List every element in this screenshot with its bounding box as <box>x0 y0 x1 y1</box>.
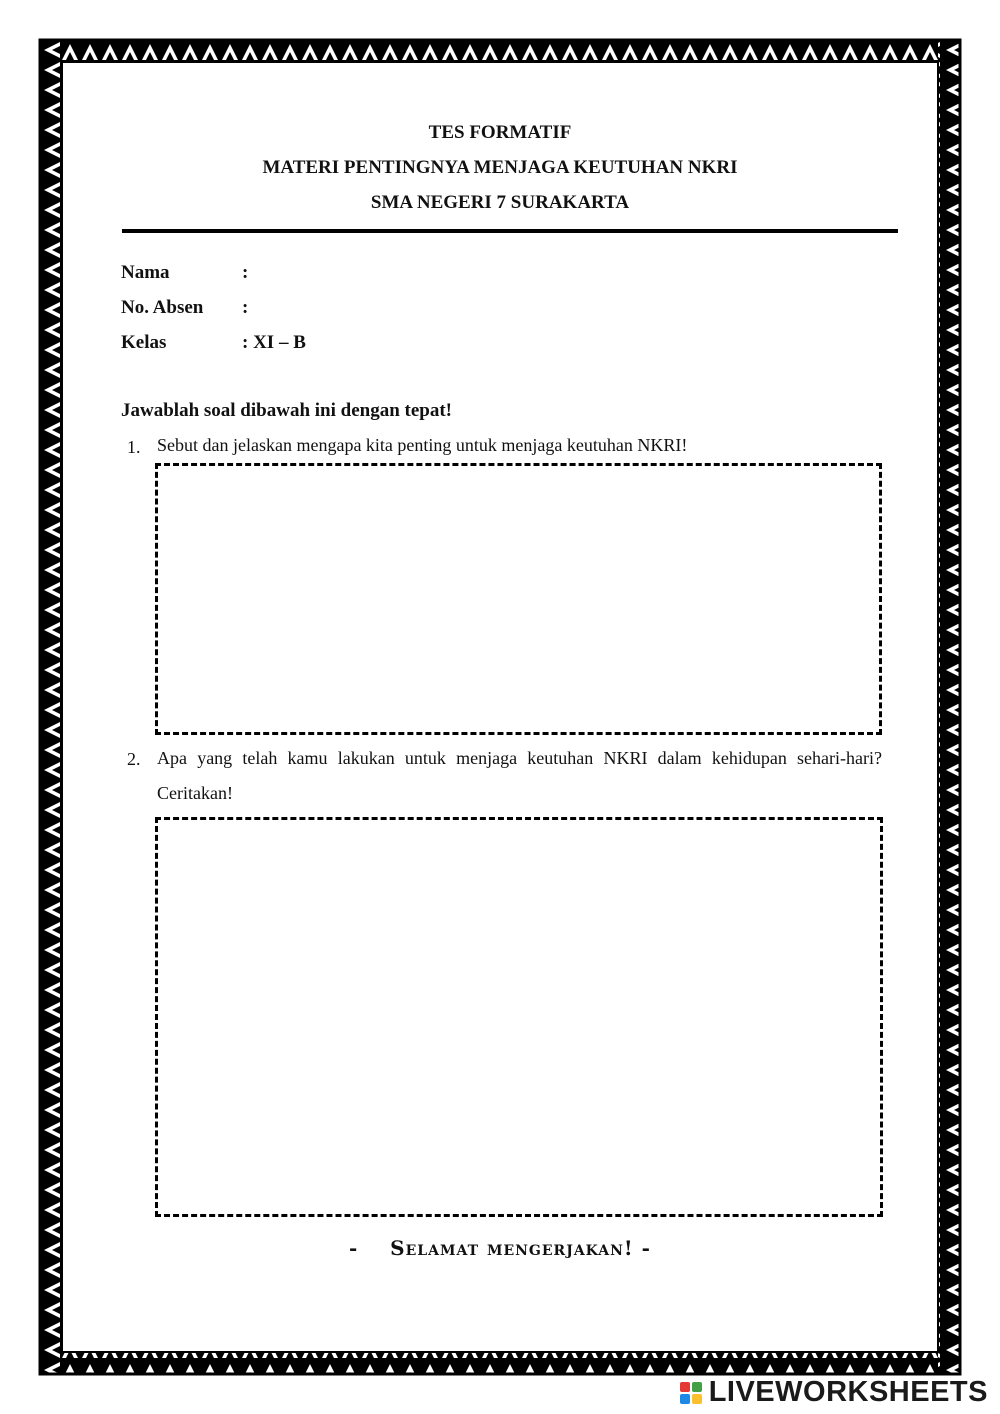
question-2-number: 2. <box>127 749 141 769</box>
absen-label: No. Absen <box>121 297 204 318</box>
header-divider <box>122 229 898 233</box>
title-test: TES FORMATIF <box>428 122 572 143</box>
liveworksheets-brand <box>680 1376 988 1409</box>
question-1-number: 1. <box>127 437 141 457</box>
liveworksheets-logo-icon <box>680 1382 702 1404</box>
answer-box-1[interactable] <box>155 463 882 735</box>
kelas-value: : XI – B <box>242 332 306 353</box>
logo-square-red <box>680 1382 690 1392</box>
closing-text: - Selamat mengerjakan! - <box>349 1236 651 1260</box>
title-subject: MATERI PENTINGNYA MENJAGA KEUTUHAN NKRI <box>262 157 738 178</box>
logo-square-green <box>692 1382 702 1392</box>
logo-square-yellow <box>692 1394 702 1404</box>
answer-box-2[interactable] <box>155 817 883 1217</box>
nama-field[interactable]: : <box>242 262 249 283</box>
brand-name: LIVEWORKSHEETS <box>708 1376 988 1408</box>
title-school: SMA NEGERI 7 SURAKARTA <box>370 192 630 213</box>
question-2-text: Apa yang telah kamu lakukan untuk menjaga keutuhan NKRI dalam kehidupan sehari-hari? Ceritakan! <box>157 748 882 803</box>
absen-field[interactable]: : <box>242 297 249 318</box>
kelas-label: Kelas <box>121 332 167 353</box>
question-1-text: Sebut dan jelaskan mengapa kita penting untuk menjaga keutuhan NKRI! <box>157 435 688 455</box>
instruction-text: Jawablah soal dibawah ini dengan tepat! <box>121 400 452 421</box>
nama-label: Nama <box>121 262 170 283</box>
logo-square-blue <box>680 1394 690 1404</box>
closing-message <box>0 1236 1000 1260</box>
